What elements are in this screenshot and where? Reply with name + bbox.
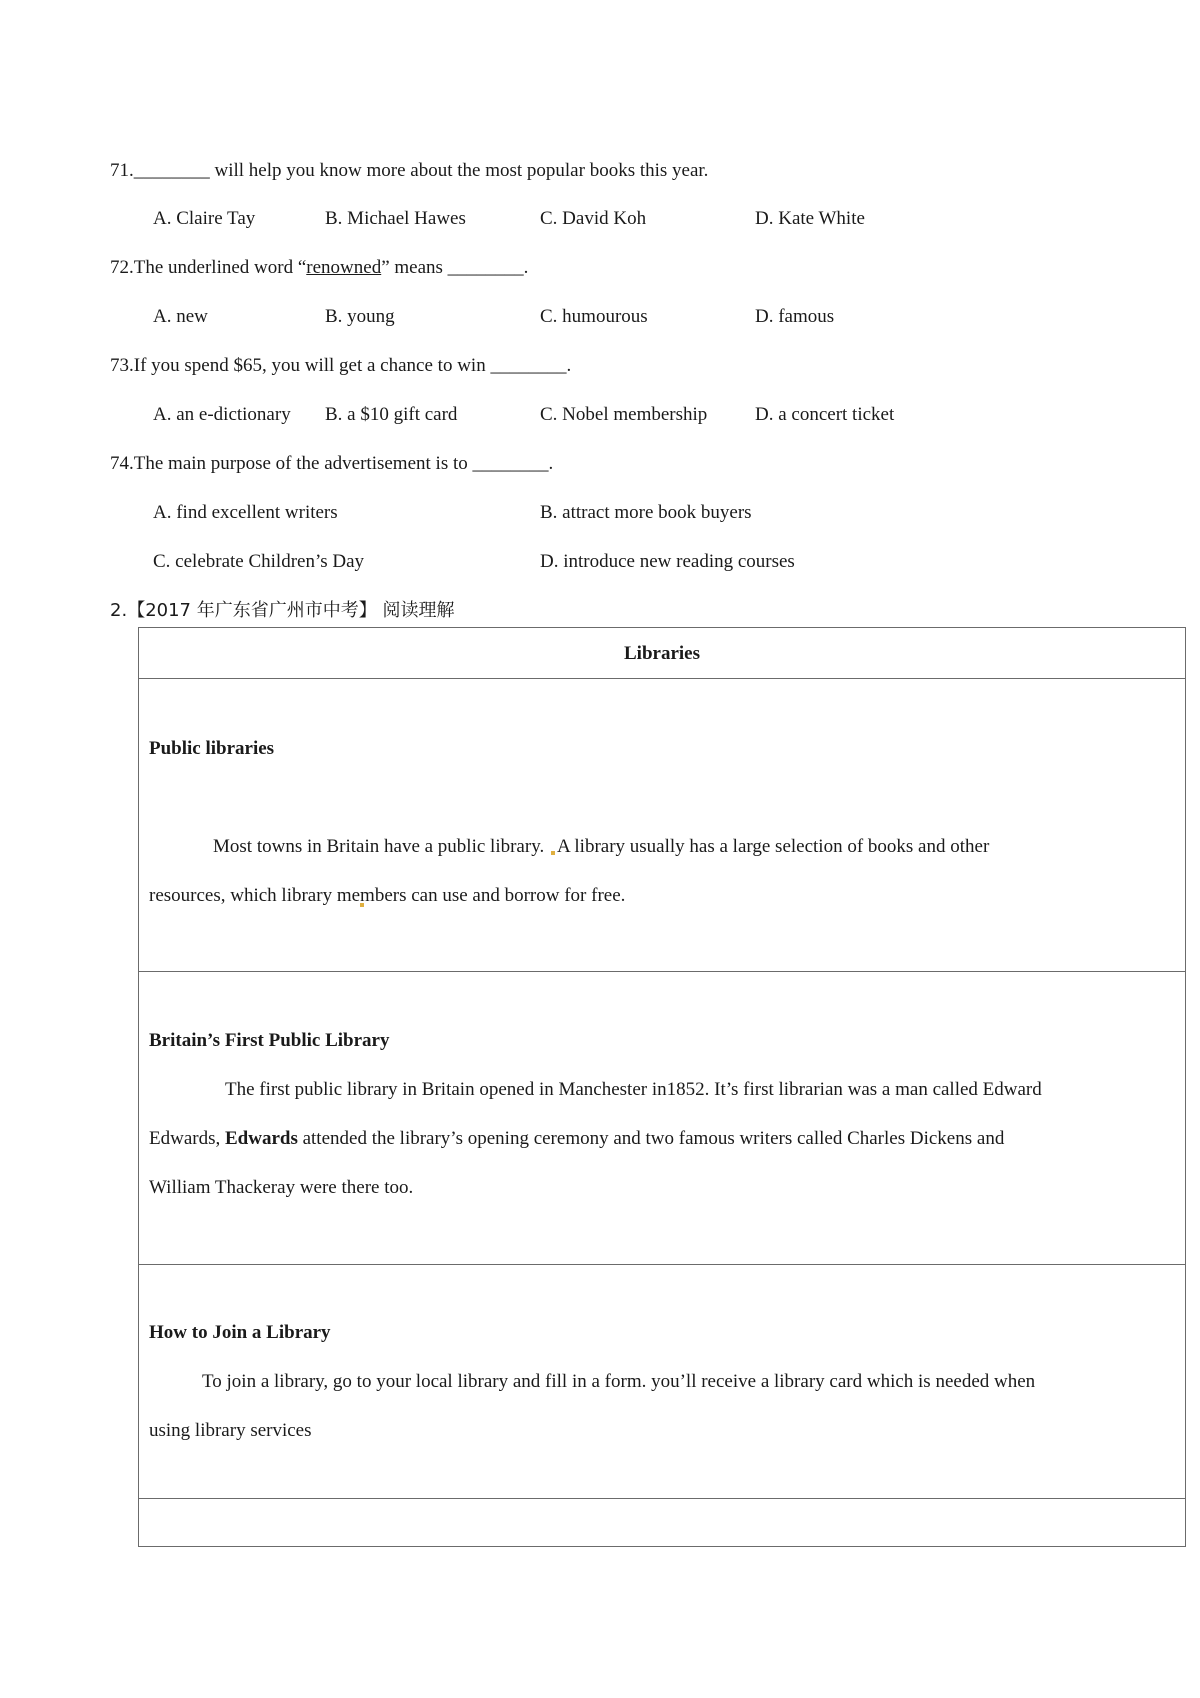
question-stem: The main purpose of the advertisement is to ________.	[133, 453, 554, 474]
table-title: Libraries	[624, 643, 700, 664]
paragraph-line: using library services	[149, 1420, 312, 1441]
bracket-close: 】	[358, 600, 377, 621]
option-73-d: D. a concert ticket	[755, 404, 895, 425]
option-74-d: D. introduce new reading courses	[540, 551, 795, 572]
question-number: 71.	[110, 160, 134, 181]
option-73-b: B. a $10 gift card	[325, 404, 458, 425]
question-stem: If you spend $65, you will get a chance to win ________.	[133, 355, 572, 376]
option-74-c: C. celebrate Children’s Day	[153, 551, 365, 572]
question-type: 阅读理解	[376, 600, 455, 621]
question-number: 74.	[110, 453, 134, 474]
option-72-d: D. famous	[755, 306, 835, 327]
paragraph-line: Most towns in Britain have a public library. A library usually has a large selection of books and other	[213, 836, 990, 857]
paragraph-line: The first public library in Britain opened in Manchester in1852. It’s first librarian was a man called Edward	[225, 1079, 1042, 1100]
question-number: 72.	[110, 257, 134, 278]
option-74-b: B. attract more book buyers	[540, 502, 752, 523]
option-71-b: B. Michael Hawes	[325, 208, 466, 229]
section-2-heading	[110, 599, 454, 623]
paragraph-line: William Thackeray were there too.	[149, 1177, 414, 1198]
bold-name: Edwards	[224, 1128, 298, 1149]
option-74-a: A. find excellent writers	[153, 502, 338, 523]
option-73-c: C. Nobel membership	[540, 404, 708, 425]
bracket-open: 【	[127, 600, 146, 621]
paragraph-line: resources, which library members can use and borrow for free.	[149, 885, 626, 906]
annotation-mark	[551, 851, 555, 855]
option-72-a: A. new	[153, 306, 208, 327]
answer-blank: ________	[133, 160, 210, 181]
row-divider	[139, 971, 1185, 972]
paragraph-line: To join a library, go to your local library and fill in a form. you’ll receive a library card which is needed when	[202, 1371, 1036, 1392]
libraries-table	[138, 627, 1186, 1547]
row-divider	[139, 678, 1185, 679]
question-72	[110, 256, 528, 280]
row-divider	[139, 1498, 1185, 1499]
paragraph-line: Edwards, Edwards attended the library’s opening ceremony and two famous writers called Charles Dickens and	[149, 1128, 1005, 1149]
option-71-d: D. Kate White	[755, 208, 865, 229]
exam-source: 年广东省广州市中考	[191, 600, 359, 621]
question-stem: will help you know more about the most popular books this year.	[209, 160, 709, 181]
question-stem-before: The underlined word “	[133, 257, 307, 278]
section-heading-join-library: How to Join a Library	[149, 1322, 331, 1343]
row-divider	[139, 1264, 1185, 1265]
question-stem-after: ” means ________.	[381, 257, 529, 278]
option-73-a: A. an e-dictionary	[153, 404, 291, 425]
option-71-a: A. Claire Tay	[153, 208, 256, 229]
option-71-c: C. David Koh	[540, 208, 647, 229]
section-heading-first-library: Britain’s First Public Library	[149, 1030, 390, 1051]
section-heading-public-libraries: Public libraries	[149, 738, 275, 759]
exam-year: 2017	[145, 600, 191, 621]
question-74	[110, 452, 553, 476]
question-number: 73.	[110, 355, 134, 376]
option-72-c: C. humourous	[540, 306, 648, 327]
section-number: 2.	[110, 600, 128, 621]
question-73	[110, 354, 571, 378]
underlined-word: renowned	[306, 257, 382, 278]
question-71	[110, 159, 708, 183]
option-72-b: B. young	[325, 306, 395, 327]
